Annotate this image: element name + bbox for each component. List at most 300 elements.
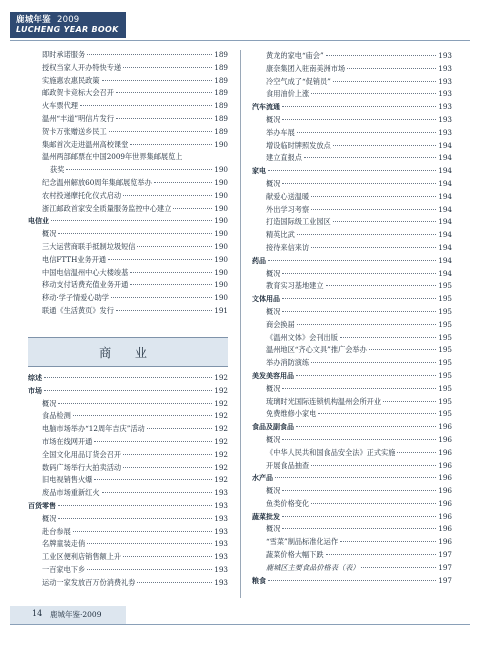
toc-entry-page: 193: [214, 488, 228, 498]
toc-entry[interactable]: [28, 527, 228, 540]
toc-entry[interactable]: [252, 89, 452, 102]
toc-entry-page: 194: [438, 204, 452, 214]
toc-entry[interactable]: [28, 399, 228, 412]
toc-entry[interactable]: [28, 88, 228, 101]
toc-entry-title: 蔬菜批发: [252, 512, 280, 521]
toc-entry-title: 集邮首次走进温州高校课堂: [42, 139, 129, 149]
dot-leader: [333, 81, 436, 82]
dot-leader: [147, 428, 213, 429]
toc-entry-title: 温州两部邮票在中国2009年世界集邮展览上: [42, 152, 183, 162]
toc-entry-title: 全国文化用品订货会召开: [42, 449, 122, 459]
toc-entry[interactable]: [28, 552, 228, 565]
toc-entry-page: 190: [214, 229, 228, 239]
dot-leader: [109, 131, 213, 132]
toc-entry-page: 189: [214, 62, 228, 72]
dot-leader: [116, 310, 212, 311]
toc-entry[interactable]: [252, 409, 452, 422]
toc-entry[interactable]: [28, 242, 228, 255]
toc-entry-title: 康奈集团入驻南美洲市场: [266, 63, 346, 73]
toc-entry[interactable]: [28, 475, 228, 488]
toc-entry-page: 189: [214, 113, 228, 123]
toc-entry-page: 190: [214, 177, 228, 187]
dot-leader: [73, 415, 213, 416]
toc-entry-title: 概况: [266, 434, 281, 444]
toc-entry[interactable]: [252, 217, 452, 230]
toc-entry[interactable]: [28, 114, 228, 127]
toc-entry-page: 192: [214, 424, 228, 434]
toc-entry-title: 温州地区“齐心文具”推广会举办: [266, 345, 367, 355]
toc-entry-title: 建立直报点: [266, 153, 302, 163]
toc-entry-title: 献爱心送温暖: [266, 191, 310, 201]
toc-entry[interactable]: [252, 320, 452, 333]
dot-leader: [282, 528, 436, 529]
dot-leader: [123, 467, 212, 468]
toc-entry-page: 189: [214, 126, 228, 136]
toc-entry-title: 鹿城区主要食品价格表（表）: [266, 562, 360, 572]
toc-entry[interactable]: [252, 243, 452, 256]
dot-leader: [282, 183, 436, 184]
toc-entry-title: 联通《生活黄页》发行: [42, 305, 114, 315]
toc-entry-page: 194: [438, 178, 452, 188]
toc-column-right: [252, 51, 452, 588]
section-heading: 商 业: [99, 345, 157, 360]
toc-entry-title: 废品市场重新红火: [42, 488, 100, 498]
dot-leader: [282, 119, 436, 120]
toc-entry-title: 移动·学子情爱心助学: [42, 293, 109, 303]
toc-entry-title: 运动一家发放百万份消费礼券: [42, 577, 136, 587]
toc-entry[interactable]: [28, 127, 228, 140]
toc-entry-title: 授权当家人开办特快专递: [42, 62, 122, 72]
toc-entry-page: 191: [214, 305, 228, 315]
toc-entry[interactable]: [28, 191, 228, 204]
dot-leader: [311, 247, 436, 248]
toc-entry-title: 汽车流通: [252, 103, 280, 112]
toc-entry-title: 中国电信温州中心大楼竣基: [42, 267, 129, 277]
toc-entry-page: 193: [438, 114, 452, 124]
toc-entry-title: 获奖: [50, 165, 65, 175]
toc-entry[interactable]: [28, 293, 228, 306]
toc-entry-title: 电脑市场举办“12周年吉庆”活动: [42, 424, 145, 434]
toc-entry-title: 概况: [42, 229, 57, 239]
dot-leader: [123, 195, 212, 196]
dot-leader: [347, 68, 436, 69]
toc-entry-page: 197: [438, 550, 452, 560]
toc-entry-title: 市场: [28, 386, 42, 395]
dot-leader: [130, 272, 212, 273]
dot-leader: [130, 144, 212, 145]
toc-entry-page: 195: [438, 281, 452, 291]
toc-category-entry[interactable]: [252, 256, 452, 269]
footer-rule: [10, 624, 470, 625]
toc-entry-page: 195: [438, 383, 452, 393]
dot-leader: [87, 543, 212, 544]
page-number: 14: [32, 609, 43, 618]
toc-entry[interactable]: [28, 578, 228, 591]
toc-entry-page: 196: [438, 511, 452, 521]
toc-entry-page: 196: [438, 434, 452, 444]
toc-entry-page: 196: [438, 524, 452, 534]
toc-entry[interactable]: [252, 64, 452, 77]
dot-leader: [94, 441, 212, 442]
toc-entry[interactable]: [28, 101, 228, 114]
dot-leader: [123, 556, 212, 557]
toc-entry-title: 《中华人民共和国食品安全法》正式实施: [266, 447, 396, 457]
dot-leader: [58, 518, 212, 519]
toc-entry-title: 概况: [266, 178, 281, 188]
dot-leader: [311, 503, 436, 504]
dot-leader: [296, 375, 436, 376]
toc-entry[interactable]: [252, 281, 452, 294]
toc-entry[interactable]: [28, 152, 228, 165]
toc-entry-title: 冷空气成了“促销员”: [266, 76, 331, 86]
dot-leader: [326, 285, 437, 286]
toc-entry-page: 196: [438, 447, 452, 457]
toc-entry-title: 黄龙的家电“庙会”: [266, 51, 324, 60]
toc-entry-page: 194: [438, 153, 452, 163]
toc-entry-title: 食品检测: [42, 411, 71, 421]
toc-entry-page: 193: [214, 564, 228, 574]
toc-entry[interactable]: [252, 179, 452, 192]
dot-leader: [311, 465, 436, 466]
dot-leader: [361, 567, 436, 568]
toc-entry-page: 194: [438, 140, 452, 150]
book-title: [16, 13, 79, 25]
toc-entry[interactable]: [252, 358, 452, 371]
page-footer: [0, 606, 480, 651]
dot-leader: [94, 479, 212, 480]
toc-entry-page: 196: [438, 537, 452, 547]
toc-category-entry[interactable]: [252, 422, 452, 435]
toc-entry-page: 190: [214, 190, 228, 200]
toc-entry-title: 概况: [266, 524, 281, 534]
toc-entry-page: 192: [214, 462, 228, 472]
dot-leader: [282, 106, 436, 107]
toc-entry-title: 外出学习考察: [266, 204, 310, 214]
toc-entry-title: 蔬菜价格大幅下跌: [266, 550, 324, 560]
dot-leader: [58, 505, 212, 506]
toc-entry-page: 192: [214, 475, 228, 485]
toc-category-entry[interactable]: [252, 294, 452, 307]
dot-leader: [66, 169, 212, 170]
toc-entry[interactable]: [252, 128, 452, 141]
toc-entry[interactable]: [252, 192, 452, 205]
toc-entry-title: 开展食品抽查: [266, 460, 310, 470]
toc-entry[interactable]: [28, 255, 228, 268]
toc-entry[interactable]: [28, 268, 228, 281]
toc-entry[interactable]: [252, 115, 452, 128]
toc-entry-page: 192: [214, 373, 228, 382]
dot-leader: [137, 582, 212, 583]
toc-entry-page: 190: [214, 165, 228, 175]
toc-entry-page: 193: [438, 89, 452, 99]
toc-entry[interactable]: [28, 306, 228, 319]
toc-entry-page: 195: [438, 306, 452, 316]
toc-entry-page: 190: [214, 139, 228, 149]
toc-entry[interactable]: [28, 488, 228, 501]
toc-entry[interactable]: [252, 141, 452, 154]
toc-entry-page: 195: [438, 345, 452, 355]
toc-entry-page: 193: [214, 526, 228, 536]
toc-entry-page: 193: [438, 76, 452, 86]
toc-entry-page: 190: [214, 241, 228, 251]
dot-leader: [311, 362, 436, 363]
toc-entry-title: 概况: [266, 486, 281, 496]
toc-entry[interactable]: [252, 307, 452, 320]
toc-entry[interactable]: [28, 76, 228, 89]
toc-entry-title: 接待来信来访: [266, 242, 310, 252]
toc-entry[interactable]: [28, 463, 228, 476]
toc-entry-title: 琉璃时光国际连锁机构温州会所开业: [266, 396, 382, 406]
dot-leader: [58, 233, 212, 234]
toc-entry-page: 192: [214, 436, 228, 446]
toc-entry-title: 免费维修小家电: [266, 409, 317, 419]
toc-entry[interactable]: [252, 269, 452, 282]
toc-entry[interactable]: [28, 63, 228, 76]
toc-entry-title: “雪菜”制品标准化运作: [266, 537, 339, 547]
toc-entry-page: 193: [214, 552, 228, 562]
dot-leader: [123, 67, 212, 68]
page-header: [0, 0, 480, 50]
toc-entry-page: 190: [214, 280, 228, 290]
toc-entry[interactable]: [252, 499, 452, 512]
toc-entry-page: 192: [214, 411, 228, 421]
toc-entry[interactable]: [252, 345, 452, 358]
header-rule: [10, 40, 470, 41]
toc-entry[interactable]: [252, 230, 452, 243]
toc-entry[interactable]: [252, 524, 452, 537]
toc-entry-page: 194: [438, 242, 452, 252]
dot-leader: [333, 221, 437, 222]
toc-category-entry[interactable]: [28, 386, 228, 399]
toc-entry-title: 火车票代理: [42, 101, 78, 111]
toc-category-entry[interactable]: [252, 512, 452, 525]
toc-entry[interactable]: [28, 178, 228, 191]
toc-entry-page: 196: [438, 473, 452, 483]
dot-leader: [268, 260, 436, 261]
toc-entry-title: 名牌童装走俏: [42, 539, 86, 549]
toc-entry-title: 商会换届: [266, 319, 295, 329]
toc-entry[interactable]: [252, 397, 452, 410]
dot-leader: [275, 477, 436, 478]
toc-entry-page: 190: [214, 293, 228, 303]
toc-entry-title: 食用油价上涨: [266, 89, 310, 99]
toc-entry-title: 农村投递摩托化仪式启动: [42, 190, 122, 200]
toc-entry-page: 190: [214, 203, 228, 213]
toc-column-left-top: [28, 50, 228, 319]
toc-entry-title: 温州“丰道”明信片发行: [42, 113, 115, 123]
toc-entry[interactable]: [252, 435, 452, 448]
toc-entry[interactable]: [28, 140, 228, 153]
dot-leader: [397, 452, 436, 453]
toc-entry-page: 189: [214, 50, 228, 59]
toc-entry-title: 美发美容用品: [252, 371, 294, 380]
toc-entry-title: 旧电视销售火爆: [42, 475, 93, 485]
dot-leader: [326, 554, 437, 555]
toc-entry-title: 打造国际级工业园区: [266, 217, 331, 227]
toc-entry-title: 综述: [28, 374, 42, 382]
toc-entry[interactable]: [28, 165, 228, 178]
toc-entry-title: 百货零售: [28, 501, 56, 510]
dot-leader: [58, 403, 212, 404]
dot-leader: [282, 388, 436, 389]
toc-entry-title: 纪念温州解放60周年集邮展览举办: [42, 177, 152, 187]
toc-entry-page: 195: [438, 396, 452, 406]
dot-leader: [173, 208, 212, 209]
toc-entry[interactable]: [252, 461, 452, 474]
dot-leader: [318, 413, 436, 414]
toc-entry-title: 概况: [266, 268, 281, 278]
toc-entry[interactable]: [252, 153, 452, 166]
toc-entry[interactable]: [252, 205, 452, 218]
toc-category-entry[interactable]: [252, 576, 452, 589]
dot-leader: [123, 454, 212, 455]
dot-leader: [282, 273, 436, 274]
toc-entry-page: 197: [438, 562, 452, 572]
dot-leader: [130, 284, 212, 285]
toc-entry-title: 移动支付话费充值业务开通: [42, 280, 129, 290]
toc-entry-title: 家电: [252, 167, 266, 176]
toc-entry-title: 一百家电下乡: [42, 564, 86, 574]
toc-entry[interactable]: [252, 448, 452, 461]
toc-entry[interactable]: [28, 539, 228, 552]
toc-category-entry[interactable]: [252, 371, 452, 384]
dot-leader: [282, 490, 436, 491]
dot-leader: [282, 311, 436, 312]
book-title-text: 鹿城年鉴: [16, 15, 51, 25]
toc-entry-page: 195: [438, 294, 452, 304]
dot-leader: [282, 439, 436, 440]
toc-category-entry[interactable]: [28, 501, 228, 514]
toc-entry[interactable]: [28, 424, 228, 437]
dot-leader: [108, 259, 212, 260]
toc-entry-page: 194: [438, 268, 452, 278]
dot-leader: [102, 80, 213, 81]
toc-category-entry[interactable]: [28, 216, 228, 229]
toc-entry-page: 194: [438, 217, 452, 227]
toc-entry[interactable]: [28, 229, 228, 242]
dot-leader: [297, 132, 437, 133]
dot-leader: [87, 569, 212, 570]
toc-entry-page: 193: [438, 102, 452, 112]
toc-entry-page: 193: [214, 539, 228, 549]
toc-entry[interactable]: [252, 77, 452, 90]
toc-category-entry[interactable]: [252, 166, 452, 179]
toc-entry-title: 举办车展: [266, 127, 295, 137]
toc-entry[interactable]: [28, 437, 228, 450]
toc-entry[interactable]: [28, 565, 228, 578]
dot-leader: [44, 377, 212, 378]
toc-entry-page: 194: [438, 255, 452, 265]
toc-entry-page: 190: [214, 254, 228, 264]
toc-entry[interactable]: [28, 50, 228, 63]
toc-entry-page: 193: [214, 500, 228, 510]
toc-entry-title: 精英比武: [266, 230, 295, 240]
toc-entry[interactable]: [28, 514, 228, 527]
toc-entry-title: 举办消防演练: [266, 358, 310, 368]
toc-entry[interactable]: [252, 51, 452, 64]
dot-leader: [282, 516, 436, 517]
toc-entry-title: 数码广场举行大拍卖活动: [42, 462, 122, 472]
dot-leader: [383, 401, 436, 402]
toc-entry-title: 工业区便利店销售额上升: [42, 552, 122, 562]
toc-entry-page: 192: [214, 449, 228, 459]
toc-entry-page: 197: [438, 575, 452, 585]
toc-entry-page: 196: [438, 486, 452, 496]
toc-entry-page: 194: [438, 166, 452, 176]
toc-entry-page: 192: [214, 385, 228, 395]
toc-category-entry[interactable]: [252, 473, 452, 486]
toc-entry-title: 文体用品: [252, 295, 280, 304]
toc-entry-title: 概况: [42, 513, 57, 523]
toc-entry-page: 190: [214, 267, 228, 277]
dot-leader: [116, 118, 212, 119]
toc-category-entry[interactable]: [28, 373, 228, 386]
toc-entry-title: 即时承诺服务: [42, 50, 86, 59]
toc-entry-title: 贺卡万张赠送乡民工: [42, 126, 107, 136]
toc-entry[interactable]: [28, 280, 228, 293]
toc-entry[interactable]: [252, 537, 452, 550]
toc-entry[interactable]: [28, 204, 228, 217]
toc-entry-page: 193: [214, 577, 228, 587]
dot-leader: [111, 297, 212, 298]
toc-entry-page: 195: [438, 370, 452, 380]
toc-entry-title: 概况: [266, 383, 281, 393]
dot-leader: [311, 209, 436, 210]
toc-entry-title: 药品: [252, 256, 266, 265]
toc-entry-title: 《温州文体》会刊出版: [266, 332, 338, 342]
toc-entry-title: 概况: [266, 306, 281, 316]
toc-entry-title: 水产品: [252, 474, 273, 483]
toc-entry-page: 193: [438, 63, 452, 73]
toc-entry[interactable]: [252, 384, 452, 397]
dot-leader: [102, 492, 213, 493]
dot-leader: [154, 182, 213, 183]
toc-entry[interactable]: [28, 411, 228, 424]
footer-book-title: 鹿城年鉴·2009: [50, 610, 102, 619]
toc-entry[interactable]: [252, 563, 452, 576]
dot-leader: [340, 541, 436, 542]
toc-entry-title: 概况: [42, 398, 57, 408]
toc-entry-page: 193: [438, 51, 452, 60]
toc-entry[interactable]: [252, 486, 452, 499]
toc-entry[interactable]: [28, 450, 228, 463]
toc-entry[interactable]: [252, 333, 452, 346]
dot-leader: [268, 580, 436, 581]
toc-category-entry[interactable]: [252, 102, 452, 115]
dot-leader: [87, 54, 212, 55]
book-year: 2009: [56, 15, 80, 25]
dot-leader: [304, 157, 436, 158]
dot-leader: [44, 390, 212, 391]
toc-entry[interactable]: [252, 550, 452, 563]
toc-entry-title: 鱼类价格变化: [266, 498, 310, 508]
toc-entry-page: 195: [438, 319, 452, 329]
dot-leader: [51, 220, 212, 221]
toc-entry-page: 196: [438, 460, 452, 470]
dot-leader: [268, 170, 436, 171]
toc-entry-page: 194: [438, 191, 452, 201]
toc-entry-page: 193: [438, 127, 452, 137]
toc-entry-title: 增设临时牌照发放点: [266, 140, 331, 150]
toc-entry-title: 电信业: [28, 217, 49, 226]
toc-entry-page: 192: [214, 398, 228, 408]
toc-entry-page: 196: [438, 422, 452, 432]
toc-entry-page: 194: [438, 230, 452, 240]
toc-entry-title: 浙江邮政首家安全质量服务监控中心建立: [42, 203, 172, 213]
toc-entry-title: 市场在线网开通: [42, 436, 93, 446]
dot-leader: [296, 426, 436, 427]
dot-leader: [73, 531, 213, 532]
